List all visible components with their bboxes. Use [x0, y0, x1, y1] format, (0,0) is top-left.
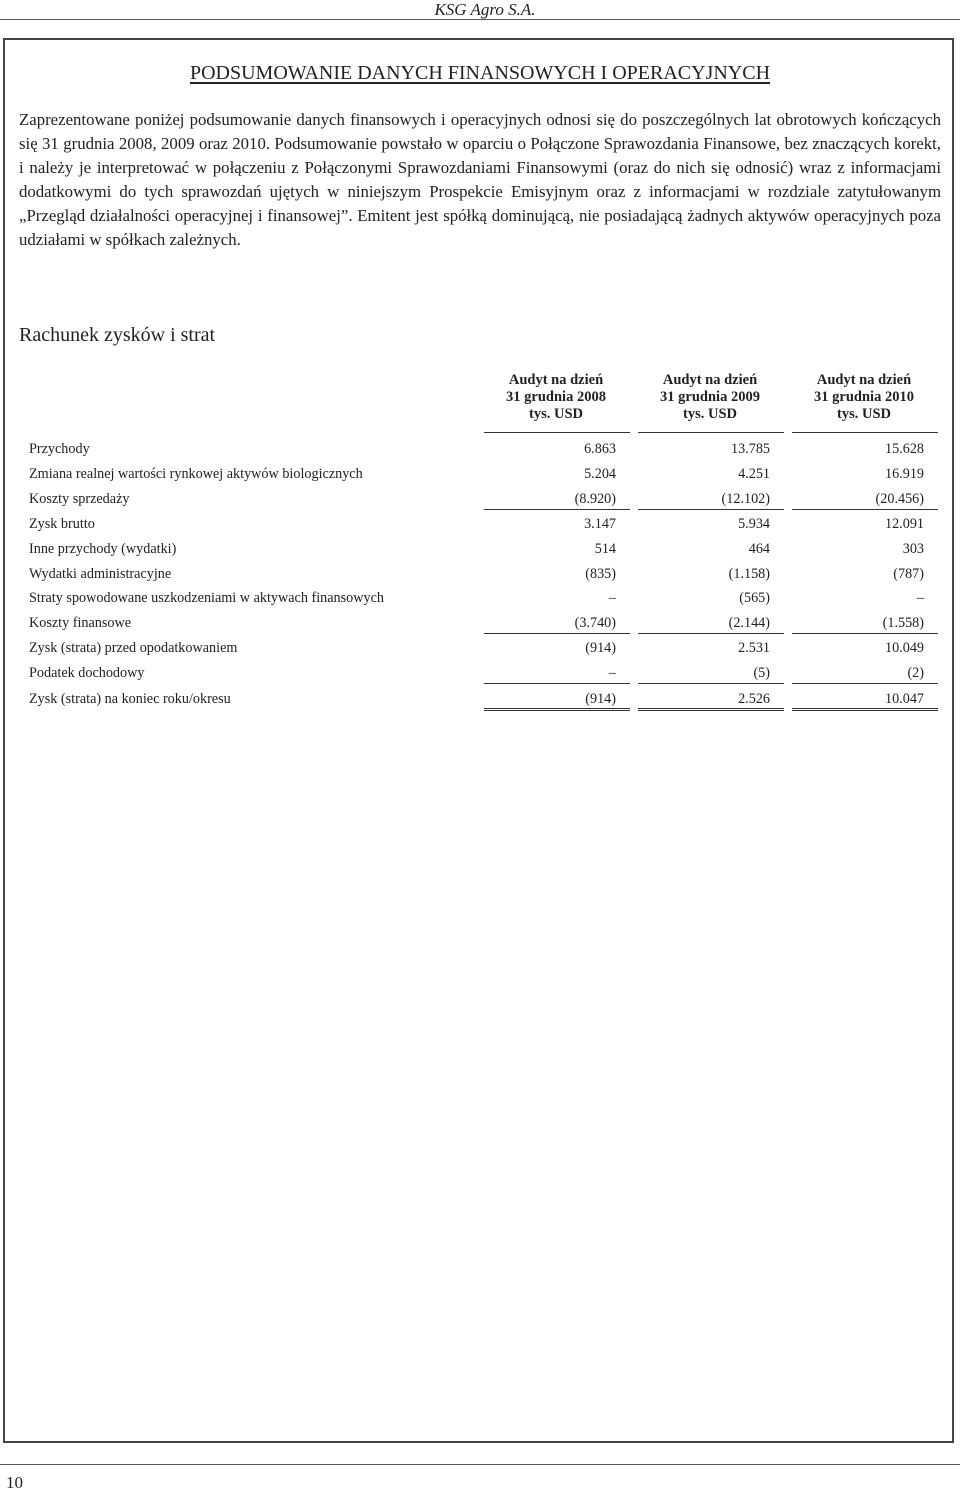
- subtotal-rule: [0, 509, 960, 513]
- row-label: Podatek dochodowy: [29, 665, 145, 681]
- row-value-2009: (565): [739, 590, 770, 606]
- column-header-line1: Audyt na dzień: [816, 372, 912, 388]
- column-header-line2: 31 grudnia 2010: [814, 389, 914, 405]
- row-label: Zmiana realnej wartości rynkowej aktywów biologicznych: [29, 466, 363, 482]
- footer-rule: [0, 1464, 960, 1465]
- row-label: Koszty sprzedaży: [29, 491, 130, 507]
- row-value-2010: 12.091: [884, 516, 924, 532]
- table-row-podatek-dochodowy: [0, 664, 960, 684]
- column-header-line2: 31 grudnia 2009: [660, 389, 760, 405]
- table-row-inne-przychody: [0, 540, 960, 560]
- row-value-2009: (2.144): [728, 615, 770, 631]
- table-row-wydatki-administracyjne: [0, 565, 960, 585]
- row-value-2008: (835): [585, 566, 616, 582]
- column-header-2010: [789, 372, 939, 423]
- row-label: Inne przychody (wydatki): [29, 541, 177, 557]
- subtotal-rule: [0, 633, 960, 637]
- row-value-2008: 5.204: [584, 466, 616, 482]
- row-value-2008: 3.147: [584, 516, 616, 532]
- row-value-2008: (914): [585, 640, 616, 656]
- row-label: Zysk brutto: [29, 516, 95, 532]
- subtotal-rule: [0, 683, 960, 687]
- row-label: Koszty finansowe: [29, 615, 132, 631]
- row-value-2009: 2.531: [738, 640, 770, 656]
- table-row-straty-uszkodzenia: [0, 589, 960, 609]
- row-label: Zysk (strata) przed opodatkowaniem: [29, 640, 238, 656]
- header-underline: [0, 432, 960, 436]
- row-value-2008: (3.740): [574, 615, 616, 631]
- row-value-2009: (1.158): [728, 566, 770, 582]
- column-header-line3: tys. USD: [529, 406, 583, 422]
- row-value-2009: (12.102): [721, 491, 770, 507]
- row-value-2008: (8.920): [574, 491, 616, 507]
- row-value-2009: 464: [748, 541, 770, 557]
- row-value-2010: 16.919: [884, 466, 924, 482]
- row-value-2008: 514: [594, 541, 616, 557]
- running-header-company: KSG Agro S.A.: [434, 0, 536, 19]
- column-header-line2: 31 grudnia 2008: [506, 389, 606, 405]
- row-value-2010: (787): [893, 566, 924, 582]
- column-header-line1: Audyt na dzień: [662, 372, 758, 388]
- header-rule: [0, 19, 960, 20]
- row-value-2010: 10.047: [884, 691, 924, 707]
- row-value-2009: 13.785: [730, 441, 770, 457]
- row-value-2009: 4.251: [738, 466, 770, 482]
- row-value-2008: 6.863: [584, 441, 616, 457]
- column-header-line1: Audyt na dzień: [508, 372, 604, 388]
- section-title-text: PODSUMOWANIE DANYCH FINANSOWYCH I OPERACYJNYCH: [189, 62, 771, 84]
- table-row-zmiana-wartosci: [0, 465, 960, 485]
- row-label: Wydatki administracyjne: [29, 566, 172, 582]
- row-value-2010: 10.049: [884, 640, 924, 656]
- row-value-2009: (5): [753, 665, 770, 681]
- table-row-zysk-brutto: [0, 515, 960, 535]
- row-value-2010: 15.628: [884, 441, 924, 457]
- row-value-2010: 303: [902, 541, 924, 557]
- row-label: Straty spowodowane uszkodzeniami w aktywach finansowych: [29, 590, 384, 606]
- column-header-2009: [635, 372, 785, 423]
- row-value-2010: (1.558): [882, 615, 924, 631]
- table-row-przychody: [0, 440, 960, 460]
- column-header-2008: [481, 372, 631, 423]
- row-label: Przychody: [29, 441, 90, 457]
- table-row-zysk-przed-opodatkowaniem: [0, 639, 960, 659]
- row-value-2010: –: [916, 590, 924, 606]
- row-value-2008: –: [608, 665, 616, 681]
- statement-title: Rachunek zysków i strat: [19, 324, 216, 346]
- section-title: [0, 60, 960, 86]
- row-value-2009: 2.526: [738, 691, 770, 707]
- page-number: 10: [6, 1473, 23, 1492]
- table-row-koszty-sprzedazy: [0, 490, 960, 510]
- total-double-rule: [0, 708, 960, 712]
- intro-paragraph: Zaprezentowane poniżej podsumowanie danych finansowych i operacyjnych odnosi się do poszczególnych lat obrotowych kończących się 31 grudnia 2008, 2009 oraz 2010. Podsumowanie powstało w oparciu o Połączone Sprawozdania Finansowe, bez znaczących korekt, i należy je interpretować w połączeniu z Połączonymi Sprawozdaniami Finansowymi (oraz do nich się odnosić) wraz z informacjami dodatkowymi do tych sprawozdań ujętych w niniejszym Prospekcie Emisyjnym oraz z informacjami w rozdziale zatytułowanym „Przegląd działalności operacyjnej i finansowej”. Emitent jest spółką dominującą, nie posiadającą żadnych aktywów operacyjnych poza udziałami w spółkach zależnych.: [19, 110, 941, 249]
- row-value-2009: 5.934: [738, 516, 770, 532]
- row-value-2008: –: [608, 590, 616, 606]
- row-value-2008: (914): [585, 691, 616, 707]
- row-label: Zysk (strata) na koniec roku/okresu: [29, 691, 231, 707]
- table-row-zysk-koniec-roku: [0, 690, 960, 710]
- column-header-line3: tys. USD: [837, 406, 891, 422]
- column-header-line3: tys. USD: [683, 406, 737, 422]
- table-row-koszty-finansowe: [0, 614, 960, 634]
- row-value-2010: (2): [907, 665, 924, 681]
- row-value-2010: (20.456): [875, 491, 924, 507]
